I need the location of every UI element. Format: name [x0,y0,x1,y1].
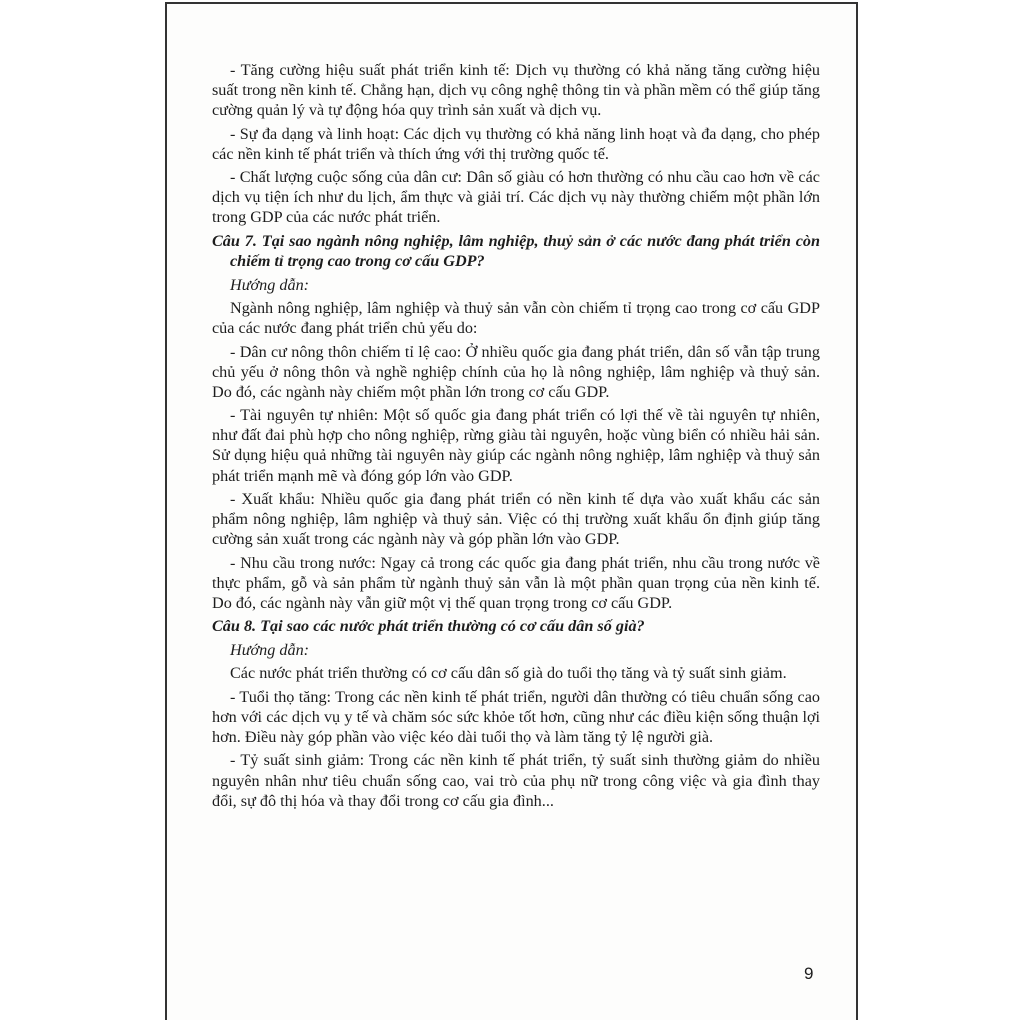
paragraph-birth-rate: - Tỷ suất sinh giảm: Trong các nền kinh tế phát triển, tỷ suất sinh thường giảm do nhiều nguyên nhân như tiêu chuẩn sống cao, vai trò của phụ nữ trong công việc và gia đình thay đổi, sự đô thị hóa và thay đổi trong cơ cấu gia đình... [212,751,820,810]
question-7-heading: Câu 7. Tại sao ngành nông nghiệp, lâm nghiệp, thuỷ sản ở các nước đang phát triển còn chiếm tỉ trọng cao trong cơ cấu GDP? [212,231,820,271]
guide-label-q7: Hướng dẫn: [230,275,310,294]
paragraph-export: - Xuất khẩu: Nhiều quốc gia đang phát triển có nền kinh tế dựa vào xuất khẩu các sản phẩm nông nghiệp, lâm nghiệp và thuỷ sản. Việc có thị trường xuất khẩu ổn định giúp tăng cường sản xuất trong các ngành này và góp phần lớn vào GDP. [212,490,820,549]
guide-label-q8: Hướng dẫn: [230,640,310,659]
paragraph-quality-of-life: - Chất lượng cuộc sống của dân cư: Dân số giàu có hơn thường có nhu cầu cao hơn về các dịch vụ tiện ích như du lịch, ẩm thực và giải trí. Các dịch vụ này thường chiếm một phần lớn trong GDP của các nước phát triển. [212,168,820,227]
paragraph-q8-intro: Các nước phát triển thường có cơ cấu dân số già do tuổi thọ tăng và tỷ suất sinh giảm. [230,664,787,683]
page-number: 9 [804,964,814,983]
paragraph-rural-population: - Dân cư nông thôn chiếm tỉ lệ cao: Ở nhiều quốc gia đang phát triển, dân số vẫn tập trung chủ yếu ở nông thôn và nghề nghiệp chính của họ là nông nghiệp, lâm nghiệp và thuỷ sản. Do đó, các ngành này chiếm một phần lớn trong cơ cấu GDP. [212,342,820,401]
question-8-heading: Câu 8. Tại sao các nước phát triển thường có cơ cấu dân số già? [212,617,645,636]
paragraph-service-diversity: - Sự đa dạng và linh hoạt: Các dịch vụ thường có khả năng linh hoạt và đa dạng, cho phép các nền kinh tế phát triển và thích ứng với thị trường quốc tế. [212,124,820,163]
paragraph-domestic-demand: - Nhu cầu trong nước: Ngay cả trong các quốc gia đang phát triển, nhu cầu trong nước về thực phẩm, gỗ và sản phẩm từ ngành thuỷ sản vẫn là một phần quan trọng của nền kinh tế. Do đó, các ngành này vẫn giữ một vị thế quan trọng trong cơ cấu GDP. [212,553,820,612]
paragraph-natural-resources: - Tài nguyên tự nhiên: Một số quốc gia đang phát triển có lợi thế về tài nguyên tự nhiên, như đất đai phù hợp cho nông nghiệp, rừng giàu tài nguyên, hoặc vùng biển có nhiều hải sản. Sử dụng hiệu quả những tài nguyên này giúp các ngành nông nghiệp, lâm nghiệp và thuỷ sản phát triển mạnh mẽ và đóng góp lớn vào GDP. [212,406,820,485]
page-body [212,60,820,814]
paragraph-service-efficiency: - Tăng cường hiệu suất phát triển kinh tế: Dịch vụ thường có khả năng tăng cường hiệu suất trong nền kinh tế. Chẳng hạn, dịch vụ công nghệ thông tin và phần mềm có thể giúp tăng cường quản lý và tự động hóa quy trình sản xuất và dịch vụ. [212,61,820,120]
paragraph-life-expectancy: - Tuổi thọ tăng: Trong các nền kinh tế phát triển, người dân thường có tiêu chuẩn sống cao hơn với các dịch vụ y tế và chăm sóc sức khỏe tốt hơn, cũng như các điều kiện sống thuận lợi hơn. Điều này góp phần vào việc kéo dài tuổi thọ và làm tăng tỷ lệ người già. [212,687,820,746]
paragraph-q7-intro: Ngành nông nghiệp, lâm nghiệp và thuỷ sản vẫn còn chiếm tỉ trọng cao trong cơ cấu GDP của các nước đang phát triển chủ yếu do: [212,298,820,338]
